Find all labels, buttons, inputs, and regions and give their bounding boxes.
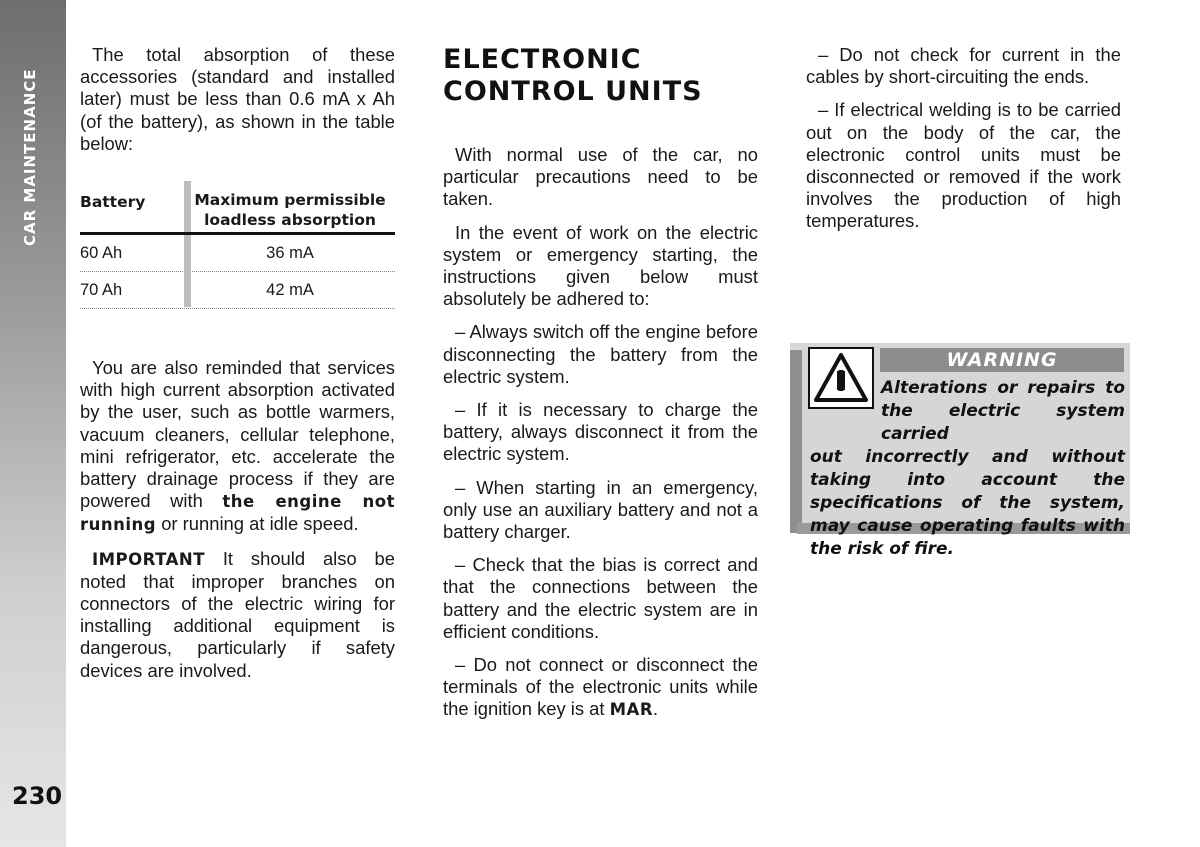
instruction-text: – Do not connect or disconnect the terminals of the electronic units while the ignition key is at [443, 654, 758, 720]
important-text: It should also be noted that improper branches on connectors of the electric wiring for installing additional equipment is dangerous, particularly if safety devices are involved. [80, 547, 395, 681]
important-paragraph [80, 548, 395, 682]
cell-absorption: 42 mA [266, 280, 314, 299]
page-number: 230 [12, 782, 63, 810]
instruction-end: . [653, 698, 659, 720]
instruction-item: – When starting in an emergency, only use an auxiliary battery and not a battery charger. [443, 476, 758, 543]
warning-text-rest: out incorrectly and without taking into account the specifications of the system, may cause operating faults with the risk of fire. [810, 447, 1125, 559]
heading-line-1: ELECTRONIC [443, 44, 642, 75]
instruction-item: – Always switch off the engine before disconnecting the battery from the electric system. [443, 321, 758, 387]
warning-text [810, 377, 1125, 561]
paragraph: In the event of work on the electric system or emergency starting, the instructions given below must absolutely be adhered to: [443, 221, 758, 310]
table-row [80, 272, 395, 309]
absorption-table [80, 185, 395, 309]
column-2 [443, 44, 758, 733]
cell-absorption: 36 mA [266, 243, 314, 262]
paragraph: With normal use of the car, no particular precautions need to be taken. [443, 144, 758, 210]
header-absorption-line2: loadless absorption [204, 211, 376, 230]
section-heading [443, 44, 758, 108]
section-title: CAR MAINTENANCE [21, 68, 39, 246]
instruction-item: – Do not check for current in the cables by short-circuiting the ends. [806, 44, 1121, 88]
warning-shadow [790, 350, 802, 533]
instruction-item [443, 654, 758, 722]
header-absorption [185, 185, 395, 232]
table-header [80, 185, 395, 235]
reminder-paragraph [80, 357, 395, 537]
mar-label: MAR [609, 700, 654, 720]
table-row [80, 235, 395, 272]
instruction-item: – Check that the bias is correct and that the connections between the battery and the electric system are in efficient conditions. [443, 554, 758, 642]
reminder-text-end: or running at idle speed. [156, 513, 359, 535]
column-1 [80, 44, 395, 693]
cell-battery: 70 Ah [80, 280, 123, 299]
header-absorption-line1: Maximum permissible [194, 191, 386, 210]
intro-paragraph: The total absorption of these accessories (standard and installed later) must be less than 0.6 mA x Ah (of the battery), as shown in the table below: [80, 44, 395, 154]
sidebar [0, 0, 66, 847]
important-label: IMPORTANT [92, 549, 205, 569]
reminder-text: You are also reminded that services with high current absorption activated by the user, such as bottle warmers, vacuum cleaners, cellular telephone, mini refrigerator, etc. accelerate the battery drainage process if they are powered with [80, 357, 395, 512]
warning-text-first: Alterations or repairs to the electric system carried [881, 378, 1125, 444]
column-3 [806, 44, 1121, 244]
cell-battery: 60 Ah [80, 243, 123, 262]
instruction-item: – If electrical welding is to be carried out on the body of the car, the electronic control units must be disconnected or removed if the work involves the production of high temperatures. [806, 99, 1121, 232]
instruction-item: – If it is necessary to charge the battery, always disconnect it from the electric system. [443, 399, 758, 465]
heading-line-2: CONTROL UNITS [443, 76, 703, 107]
header-battery: Battery [80, 193, 146, 212]
warning-title: WARNING [880, 348, 1124, 372]
engine-not-running: the engine not running [80, 492, 395, 535]
